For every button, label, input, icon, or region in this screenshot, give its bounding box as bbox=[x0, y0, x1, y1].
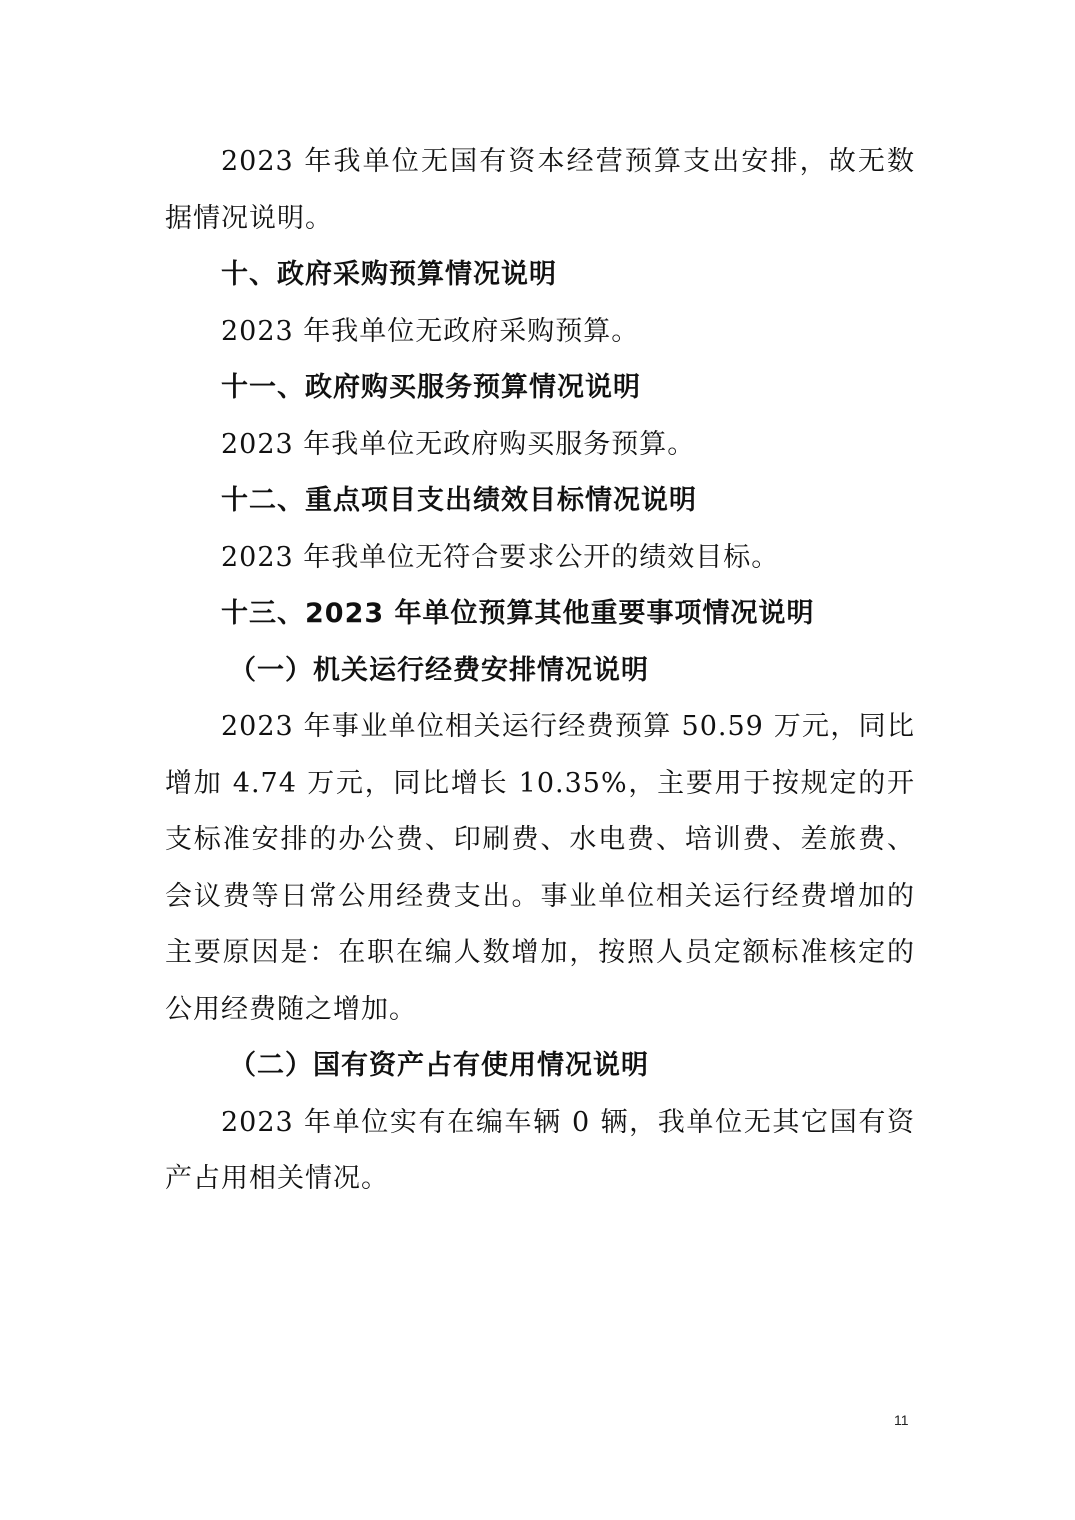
page-number: 11 bbox=[894, 1412, 909, 1428]
section-heading-13: 十三、2023 年单位预算其他重要事项情况说明 bbox=[221, 598, 815, 629]
subsection-heading-1: （一）机关运行经费安排情况说明 bbox=[229, 654, 649, 686]
document-body bbox=[165, 134, 915, 1208]
paragraph-operating-expenses: 2023 年事业单位相关运行经费预算 50.59 万元，同比增加 4.74 万元，同比增长 10.35%，主要用于按规定的开支标准安排的办公费、印刷费、水电费、培训费、差旅费、会议费等日常公用经费支出。事业单位相关运行经费增加的主要原因是：在职在编人数增加，按照人员定额标准核定的公用经费随之增加。 bbox=[165, 711, 915, 1025]
section-heading-11: 十一、政府购买服务预算情况说明 bbox=[221, 372, 641, 403]
subsection-heading-2: （二）国有资产占有使用情况说明 bbox=[229, 1050, 649, 1081]
paragraph-no-procurement-budget: 2023 年我单位无政府采购预算。 bbox=[221, 315, 640, 347]
paragraph-no-state-capital-budget: 2023 年我单位无国有资本经营预算支出安排，故无数据情况说明。 bbox=[165, 146, 915, 234]
section-heading-12: 十二、重点项目支出绩效目标情况说明 bbox=[221, 485, 697, 516]
paragraph-no-service-purchase-budget: 2023 年我单位无政府购买服务预算。 bbox=[221, 428, 696, 460]
section-heading-10: 十、政府采购预算情况说明 bbox=[221, 259, 557, 290]
paragraph-state-assets: 2023 年单位实有在编车辆 0 辆，我单位无其它国有资产占用相关情况。 bbox=[165, 1106, 915, 1194]
paragraph-no-performance-targets: 2023 年我单位无符合要求公开的绩效目标。 bbox=[221, 541, 780, 573]
